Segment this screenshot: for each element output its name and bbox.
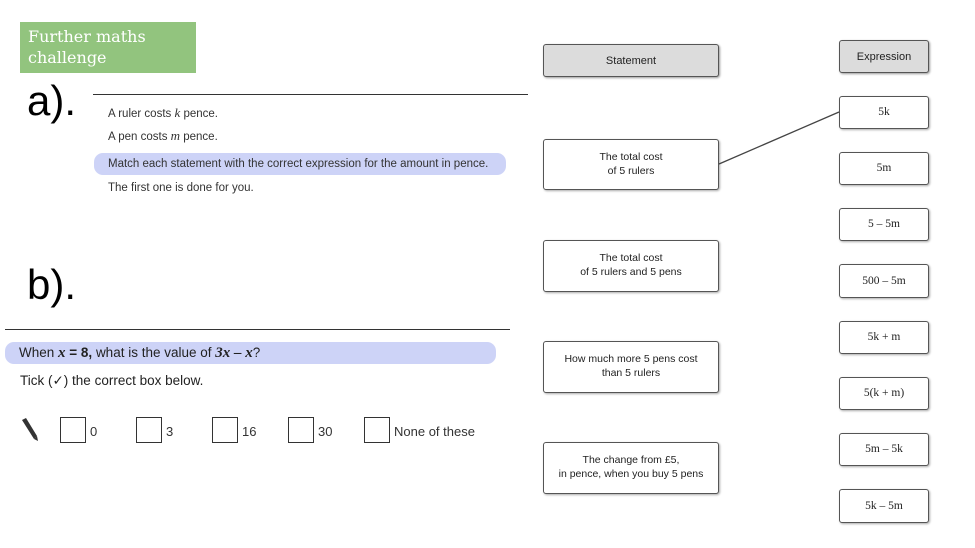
option-label-1: 0 — [90, 424, 98, 439]
option-label-5: None of these — [394, 424, 475, 439]
expression-header: Expression — [839, 40, 929, 73]
expression-box-6[interactable]: 5(k + m) — [839, 377, 929, 410]
part-b-label: b). — [27, 261, 77, 308]
statement-box-4[interactable]: The change from £5, in pence, when you buy 5 pens — [543, 442, 719, 494]
part-b-question: When x = 8, what is the value of 3x – x? — [5, 342, 496, 364]
variable-k: k — [174, 105, 181, 120]
part-a-label: a). — [27, 77, 77, 124]
expression-box-7[interactable]: 5m – 5k — [839, 433, 929, 466]
option-label-4: 30 — [318, 424, 333, 439]
expression-box-3[interactable]: 5 – 5m — [839, 208, 929, 241]
tick-instruction: Tick (✓) the correct box below. — [20, 373, 204, 388]
expression-box-2[interactable]: 5m — [839, 152, 929, 185]
statement-header: Statement — [543, 44, 719, 77]
banner-line-2: challenge — [28, 48, 107, 67]
expression-box-5[interactable]: 5k + m — [839, 321, 929, 354]
banner-line-1: Further maths — [28, 27, 146, 46]
expression-box-8[interactable]: 5k – 5m — [839, 489, 929, 523]
statement-box-3[interactable]: How much more 5 pens cost than 5 rulers — [543, 341, 719, 393]
option-label-2: 3 — [166, 424, 174, 439]
part-a-note: The first one is done for you. — [108, 182, 254, 194]
part-a-line-1: A ruler costs k pence. — [108, 105, 218, 120]
option-label-3: 16 — [242, 424, 257, 439]
expression-box-4[interactable]: 500 – 5m — [839, 264, 929, 298]
expression-box-1[interactable]: 5k — [839, 96, 929, 129]
part-a-line-2: A pen costs m pence. — [108, 128, 218, 143]
part-a-instruction: Match each statement with the correct expression for the amount in pence. — [94, 153, 506, 175]
statement-box-2[interactable]: The total cost of 5 rulers and 5 pens — [543, 240, 719, 292]
statement-box-1[interactable]: The total cost of 5 rulers — [543, 139, 719, 190]
variable-m: m — [170, 128, 181, 143]
